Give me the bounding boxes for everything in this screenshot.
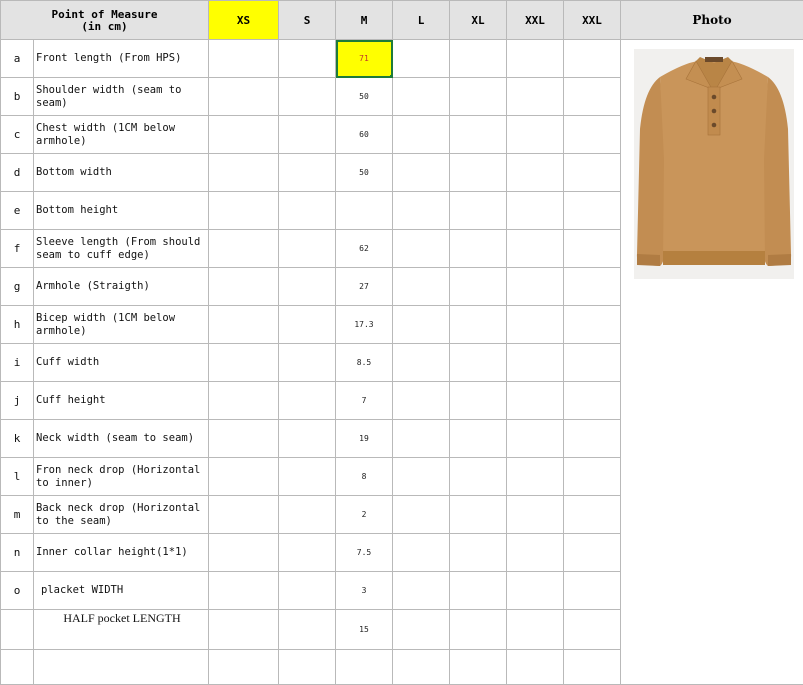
measure-description-cell[interactable] — [34, 650, 209, 685]
row-letter-cell[interactable] — [1, 650, 34, 685]
measure-description-cell[interactable]: Inner collar height(1*1) — [34, 534, 209, 572]
size-header-xs[interactable]: XS — [209, 1, 279, 40]
size-cell-l[interactable] — [393, 306, 450, 344]
size-cell-xxl[interactable] — [507, 268, 564, 306]
size-cell-xs[interactable] — [209, 420, 279, 458]
size-cell-xxl-2[interactable] — [564, 306, 621, 344]
size-cell-s[interactable] — [279, 154, 336, 192]
size-cell-s[interactable] — [279, 650, 336, 685]
size-cell-xxl[interactable] — [507, 420, 564, 458]
measure-description-text: placket WIDTH — [36, 584, 123, 596]
row-letter-cell[interactable]: l — [1, 458, 34, 496]
size-cell-l[interactable] — [393, 458, 450, 496]
size-cell-m[interactable]: 50 — [336, 154, 393, 192]
size-cell-s[interactable] — [279, 116, 336, 154]
size-cell-xxl-2[interactable] — [564, 534, 621, 572]
size-cell-xs[interactable] — [209, 650, 279, 685]
row-letter-cell[interactable]: k — [1, 420, 34, 458]
size-cell-xxl-2[interactable] — [564, 458, 621, 496]
size-cell-xxl[interactable] — [507, 344, 564, 382]
size-header-xl[interactable]: XL — [450, 1, 507, 40]
size-cell-xxl[interactable] — [507, 116, 564, 154]
size-cell-s[interactable] — [279, 458, 336, 496]
size-cell-xxl-2[interactable] — [564, 230, 621, 268]
size-cell-xxl[interactable] — [507, 458, 564, 496]
size-cell-xxl[interactable] — [507, 534, 564, 572]
size-cell-xs[interactable] — [209, 496, 279, 534]
size-cell-xs[interactable] — [209, 534, 279, 572]
size-header-s[interactable]: S — [279, 1, 336, 40]
measure-description-cell[interactable]: Bicep width (1CM below armhole) — [34, 306, 209, 344]
size-cell-l[interactable] — [393, 382, 450, 420]
row-letter-cell[interactable] — [1, 610, 34, 650]
size-cell-s[interactable] — [279, 306, 336, 344]
size-cell-s[interactable] — [279, 572, 336, 610]
size-cell-l[interactable] — [393, 40, 450, 78]
size-cell-l[interactable] — [393, 572, 450, 610]
measure-description-cell[interactable]: Sleeve length (From should seam to cuff edge) — [34, 230, 209, 268]
row-letter-cell[interactable]: c — [1, 116, 34, 154]
measure-description-cell[interactable]: Bottom width — [34, 154, 209, 192]
row-letter-cell[interactable]: d — [1, 154, 34, 192]
size-cell-l[interactable] — [393, 534, 450, 572]
size-cell-xl[interactable] — [450, 496, 507, 534]
size-cell-m[interactable]: 8.5 — [336, 344, 393, 382]
size-header-m[interactable]: M — [336, 1, 393, 40]
row-letter-cell[interactable]: e — [1, 192, 34, 230]
size-cell-l[interactable] — [393, 268, 450, 306]
size-cell-xxl-2[interactable] — [564, 382, 621, 420]
size-cell-xl[interactable] — [450, 116, 507, 154]
size-cell-xxl-2[interactable] — [564, 154, 621, 192]
row-letter-cell[interactable]: m — [1, 496, 34, 534]
size-cell-xs[interactable] — [209, 230, 279, 268]
size-cell-m[interactable]: 71 — [336, 40, 393, 78]
size-cell-xxl[interactable] — [507, 572, 564, 610]
size-cell-m[interactable] — [336, 650, 393, 685]
size-cell-s[interactable] — [279, 78, 336, 116]
measure-description-cell[interactable]: Bottom height — [34, 192, 209, 230]
measure-description-cell[interactable]: Cuff height — [34, 382, 209, 420]
size-cell-l[interactable] — [393, 610, 450, 650]
size-cell-xl[interactable] — [450, 534, 507, 572]
point-of-measure-header[interactable]: Point of Measure (in cm) — [1, 1, 209, 40]
size-cell-s[interactable] — [279, 268, 336, 306]
size-cell-xxl-2[interactable] — [564, 610, 621, 650]
size-cell-xs[interactable] — [209, 192, 279, 230]
size-cell-m[interactable]: 17.3 — [336, 306, 393, 344]
size-cell-m[interactable]: 19 — [336, 420, 393, 458]
size-cell-xxl[interactable] — [507, 40, 564, 78]
size-cell-s[interactable] — [279, 344, 336, 382]
measure-description-cell[interactable]: Back neck drop (Horizontal to the seam) — [34, 496, 209, 534]
size-header-xxl[interactable]: XXL — [507, 1, 564, 40]
size-cell-m[interactable]: 15 — [336, 610, 393, 650]
size-cell-m[interactable]: 62 — [336, 230, 393, 268]
size-cell-xl[interactable] — [450, 192, 507, 230]
size-cell-xxl[interactable] — [507, 154, 564, 192]
size-cell-s[interactable] — [279, 192, 336, 230]
size-cell-m[interactable]: 27 — [336, 268, 393, 306]
size-cell-xxl-2[interactable] — [564, 650, 621, 685]
size-cell-m[interactable]: 2 — [336, 496, 393, 534]
size-cell-xxl[interactable] — [507, 496, 564, 534]
size-cell-m[interactable] — [336, 192, 393, 230]
size-cell-l[interactable] — [393, 650, 450, 685]
size-cell-m[interactable]: 8 — [336, 458, 393, 496]
size-cell-xxl-2[interactable] — [564, 192, 621, 230]
size-cell-xs[interactable] — [209, 458, 279, 496]
size-cell-xl[interactable] — [450, 344, 507, 382]
size-cell-l[interactable] — [393, 420, 450, 458]
size-cell-xl[interactable] — [450, 650, 507, 685]
size-header-l[interactable]: L — [393, 1, 450, 40]
size-cell-xxl-2[interactable] — [564, 420, 621, 458]
size-cell-xs[interactable] — [209, 154, 279, 192]
size-cell-l[interactable] — [393, 230, 450, 268]
row-letter-cell[interactable]: f — [1, 230, 34, 268]
size-cell-s[interactable] — [279, 496, 336, 534]
size-cell-m[interactable]: 60 — [336, 116, 393, 154]
size-cell-xxl[interactable] — [507, 306, 564, 344]
measure-description-cell[interactable]: Front length (From HPS) — [34, 40, 209, 78]
measure-description-cell[interactable]: Fron neck drop (Horizontal to inner) — [34, 458, 209, 496]
size-cell-l[interactable] — [393, 344, 450, 382]
size-cell-xs[interactable] — [209, 116, 279, 154]
size-cell-xxl-2[interactable] — [564, 496, 621, 534]
row-letter-cell[interactable]: o — [1, 572, 34, 610]
measure-description-cell[interactable]: Neck width (seam to seam) — [34, 420, 209, 458]
row-letter-cell[interactable]: n — [1, 534, 34, 572]
size-cell-xxl-2[interactable] — [564, 268, 621, 306]
size-cell-l[interactable] — [393, 496, 450, 534]
measure-description-cell[interactable]: Armhole (Straigth) — [34, 268, 209, 306]
size-cell-m[interactable]: 50 — [336, 78, 393, 116]
size-cell-xl[interactable] — [450, 154, 507, 192]
size-cell-xl[interactable] — [450, 78, 507, 116]
size-cell-s[interactable] — [279, 534, 336, 572]
size-cell-s[interactable] — [279, 230, 336, 268]
row-letter-cell[interactable]: g — [1, 268, 34, 306]
size-cell-xs[interactable] — [209, 572, 279, 610]
size-cell-l[interactable] — [393, 116, 450, 154]
size-cell-xxl-2[interactable] — [564, 116, 621, 154]
size-cell-xs[interactable] — [209, 40, 279, 78]
size-cell-xl[interactable] — [450, 230, 507, 268]
size-cell-xxl[interactable] — [507, 192, 564, 230]
size-cell-xxl-2[interactable] — [564, 344, 621, 382]
size-cell-xl[interactable] — [450, 40, 507, 78]
size-cell-s[interactable] — [279, 420, 336, 458]
polo-sweater-image — [634, 49, 794, 279]
size-cell-xl[interactable] — [450, 382, 507, 420]
row-letter-cell[interactable]: i — [1, 344, 34, 382]
size-cell-xxl[interactable] — [507, 382, 564, 420]
size-cell-xs[interactable] — [209, 610, 279, 650]
size-cell-xl[interactable] — [450, 610, 507, 650]
size-cell-m[interactable]: 3 — [336, 572, 393, 610]
size-cell-s[interactable] — [279, 610, 336, 650]
measure-description-cell[interactable]: Cuff width — [34, 344, 209, 382]
size-cell-s[interactable] — [279, 40, 336, 78]
measure-description-cell[interactable]: Chest width (1CM below armhole) — [34, 116, 209, 154]
size-cell-m[interactable]: 7 — [336, 382, 393, 420]
photo-header[interactable]: Photo — [621, 1, 803, 40]
size-cell-xxl-2[interactable] — [564, 40, 621, 78]
size-cell-xs[interactable] — [209, 78, 279, 116]
size-cell-l[interactable] — [393, 78, 450, 116]
size-cell-xs[interactable] — [209, 268, 279, 306]
size-cell-xxl-2[interactable] — [564, 78, 621, 116]
size-cell-xs[interactable] — [209, 382, 279, 420]
size-cell-xl[interactable] — [450, 572, 507, 610]
row-letter-cell[interactable]: h — [1, 306, 34, 344]
measure-description-cell[interactable]: HALF pocket LENGTH — [34, 610, 209, 650]
row-letter-cell[interactable]: j — [1, 382, 34, 420]
size-cell-xl[interactable] — [450, 268, 507, 306]
product-photo[interactable] — [634, 49, 794, 279]
size-cell-xs[interactable] — [209, 344, 279, 382]
row-letter-cell[interactable]: b — [1, 78, 34, 116]
row-letter-cell[interactable]: a — [1, 40, 34, 78]
size-cell-l[interactable] — [393, 154, 450, 192]
measure-description-cell[interactable] — [34, 572, 209, 610]
measure-description-cell[interactable]: Shoulder width (seam to seam) — [34, 78, 209, 116]
size-cell-xxl[interactable] — [507, 610, 564, 650]
size-cell-s[interactable] — [279, 382, 336, 420]
size-cell-l[interactable] — [393, 192, 450, 230]
size-cell-xxl[interactable] — [507, 650, 564, 685]
size-cell-xs[interactable] — [209, 306, 279, 344]
size-cell-xl[interactable] — [450, 420, 507, 458]
size-cell-m[interactable]: 7.5 — [336, 534, 393, 572]
size-cell-xl[interactable] — [450, 458, 507, 496]
size-header-xxl-2[interactable]: XXL — [564, 1, 621, 40]
size-cell-xl[interactable] — [450, 306, 507, 344]
size-cell-xxl-2[interactable] — [564, 572, 621, 610]
size-cell-xxl[interactable] — [507, 78, 564, 116]
header-row — [1, 1, 803, 40]
size-cell-xxl[interactable] — [507, 230, 564, 268]
